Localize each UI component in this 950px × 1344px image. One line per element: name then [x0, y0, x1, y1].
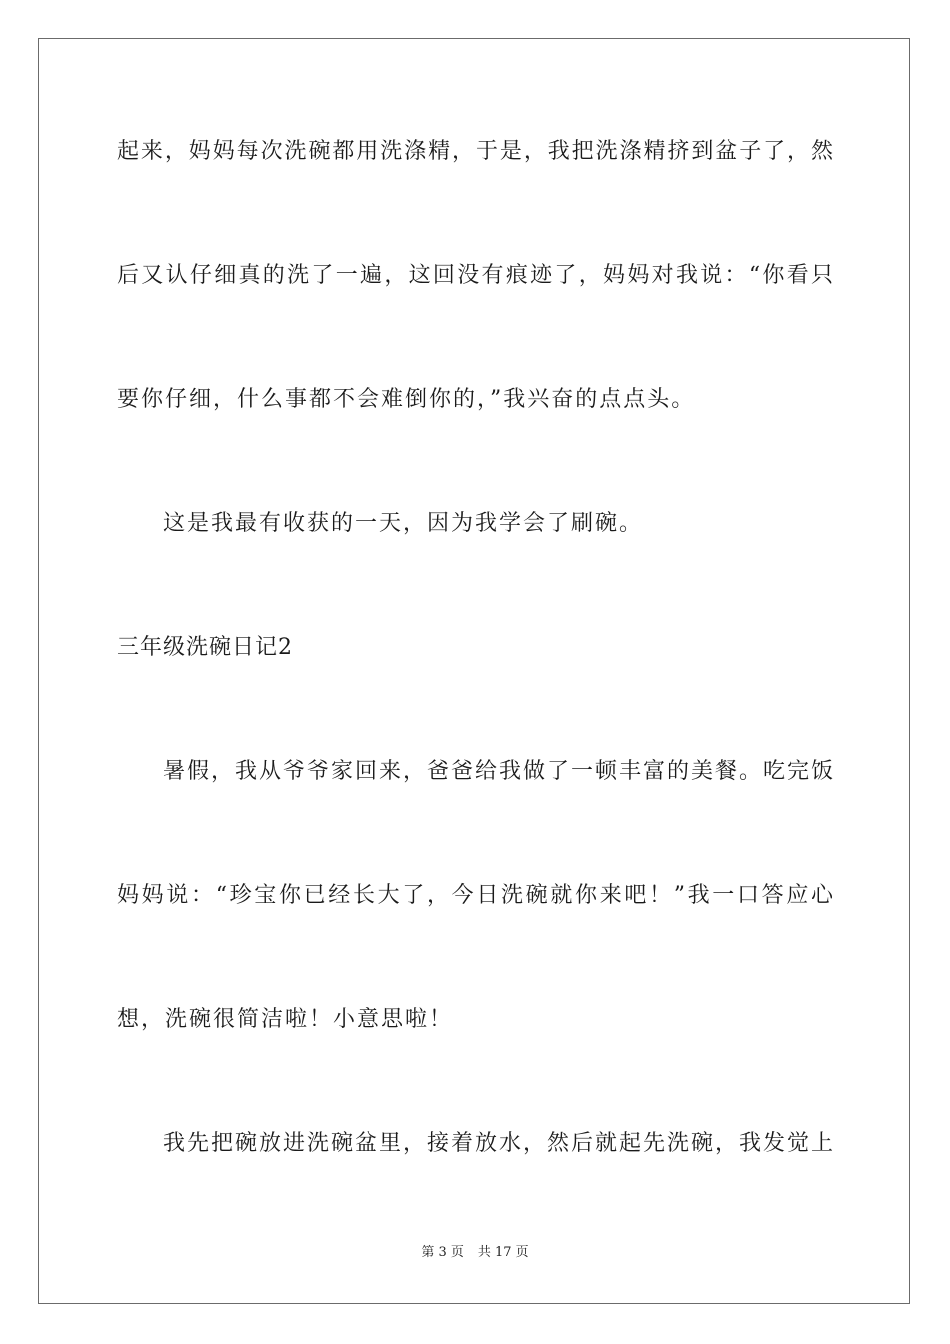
text-line: 暑假，我从爷爷家回来，爸爸给我做了一顿丰富的美餐。吃完饭	[163, 759, 833, 784]
text-line: 后又认仔细真的洗了一遍，这回没有痕迹了，妈妈对我说：“你看只	[117, 263, 833, 288]
text-line: 我先把碗放进洗碗盆里，接着放水，然后就起先洗碗，我发觉上	[163, 1131, 833, 1156]
page-footer	[0, 1244, 950, 1262]
text-line: 想，洗碗很简洁啦！小意思啦！	[117, 1007, 454, 1032]
text-line: 这是我最有收获的一天，因为我学会了刷碗。	[163, 511, 644, 536]
page-frame	[38, 38, 910, 1304]
text-line: 妈妈说：“珍宝你已经长大了，今日洗碗就你来吧！”我一口答应心	[117, 883, 833, 908]
page-total: 共 17 页	[477, 1245, 529, 1260]
text-line: 起来，妈妈每次洗碗都用洗涤精，于是，我把洗涤精挤到盆子了，然	[117, 139, 833, 164]
page-number: 第 3 页	[421, 1245, 464, 1260]
section-heading: 三年级洗碗日记2	[117, 635, 293, 660]
text-line: 要你仔细，什么事都不会难倒你的，”我兴奋的点点头。	[117, 387, 696, 412]
